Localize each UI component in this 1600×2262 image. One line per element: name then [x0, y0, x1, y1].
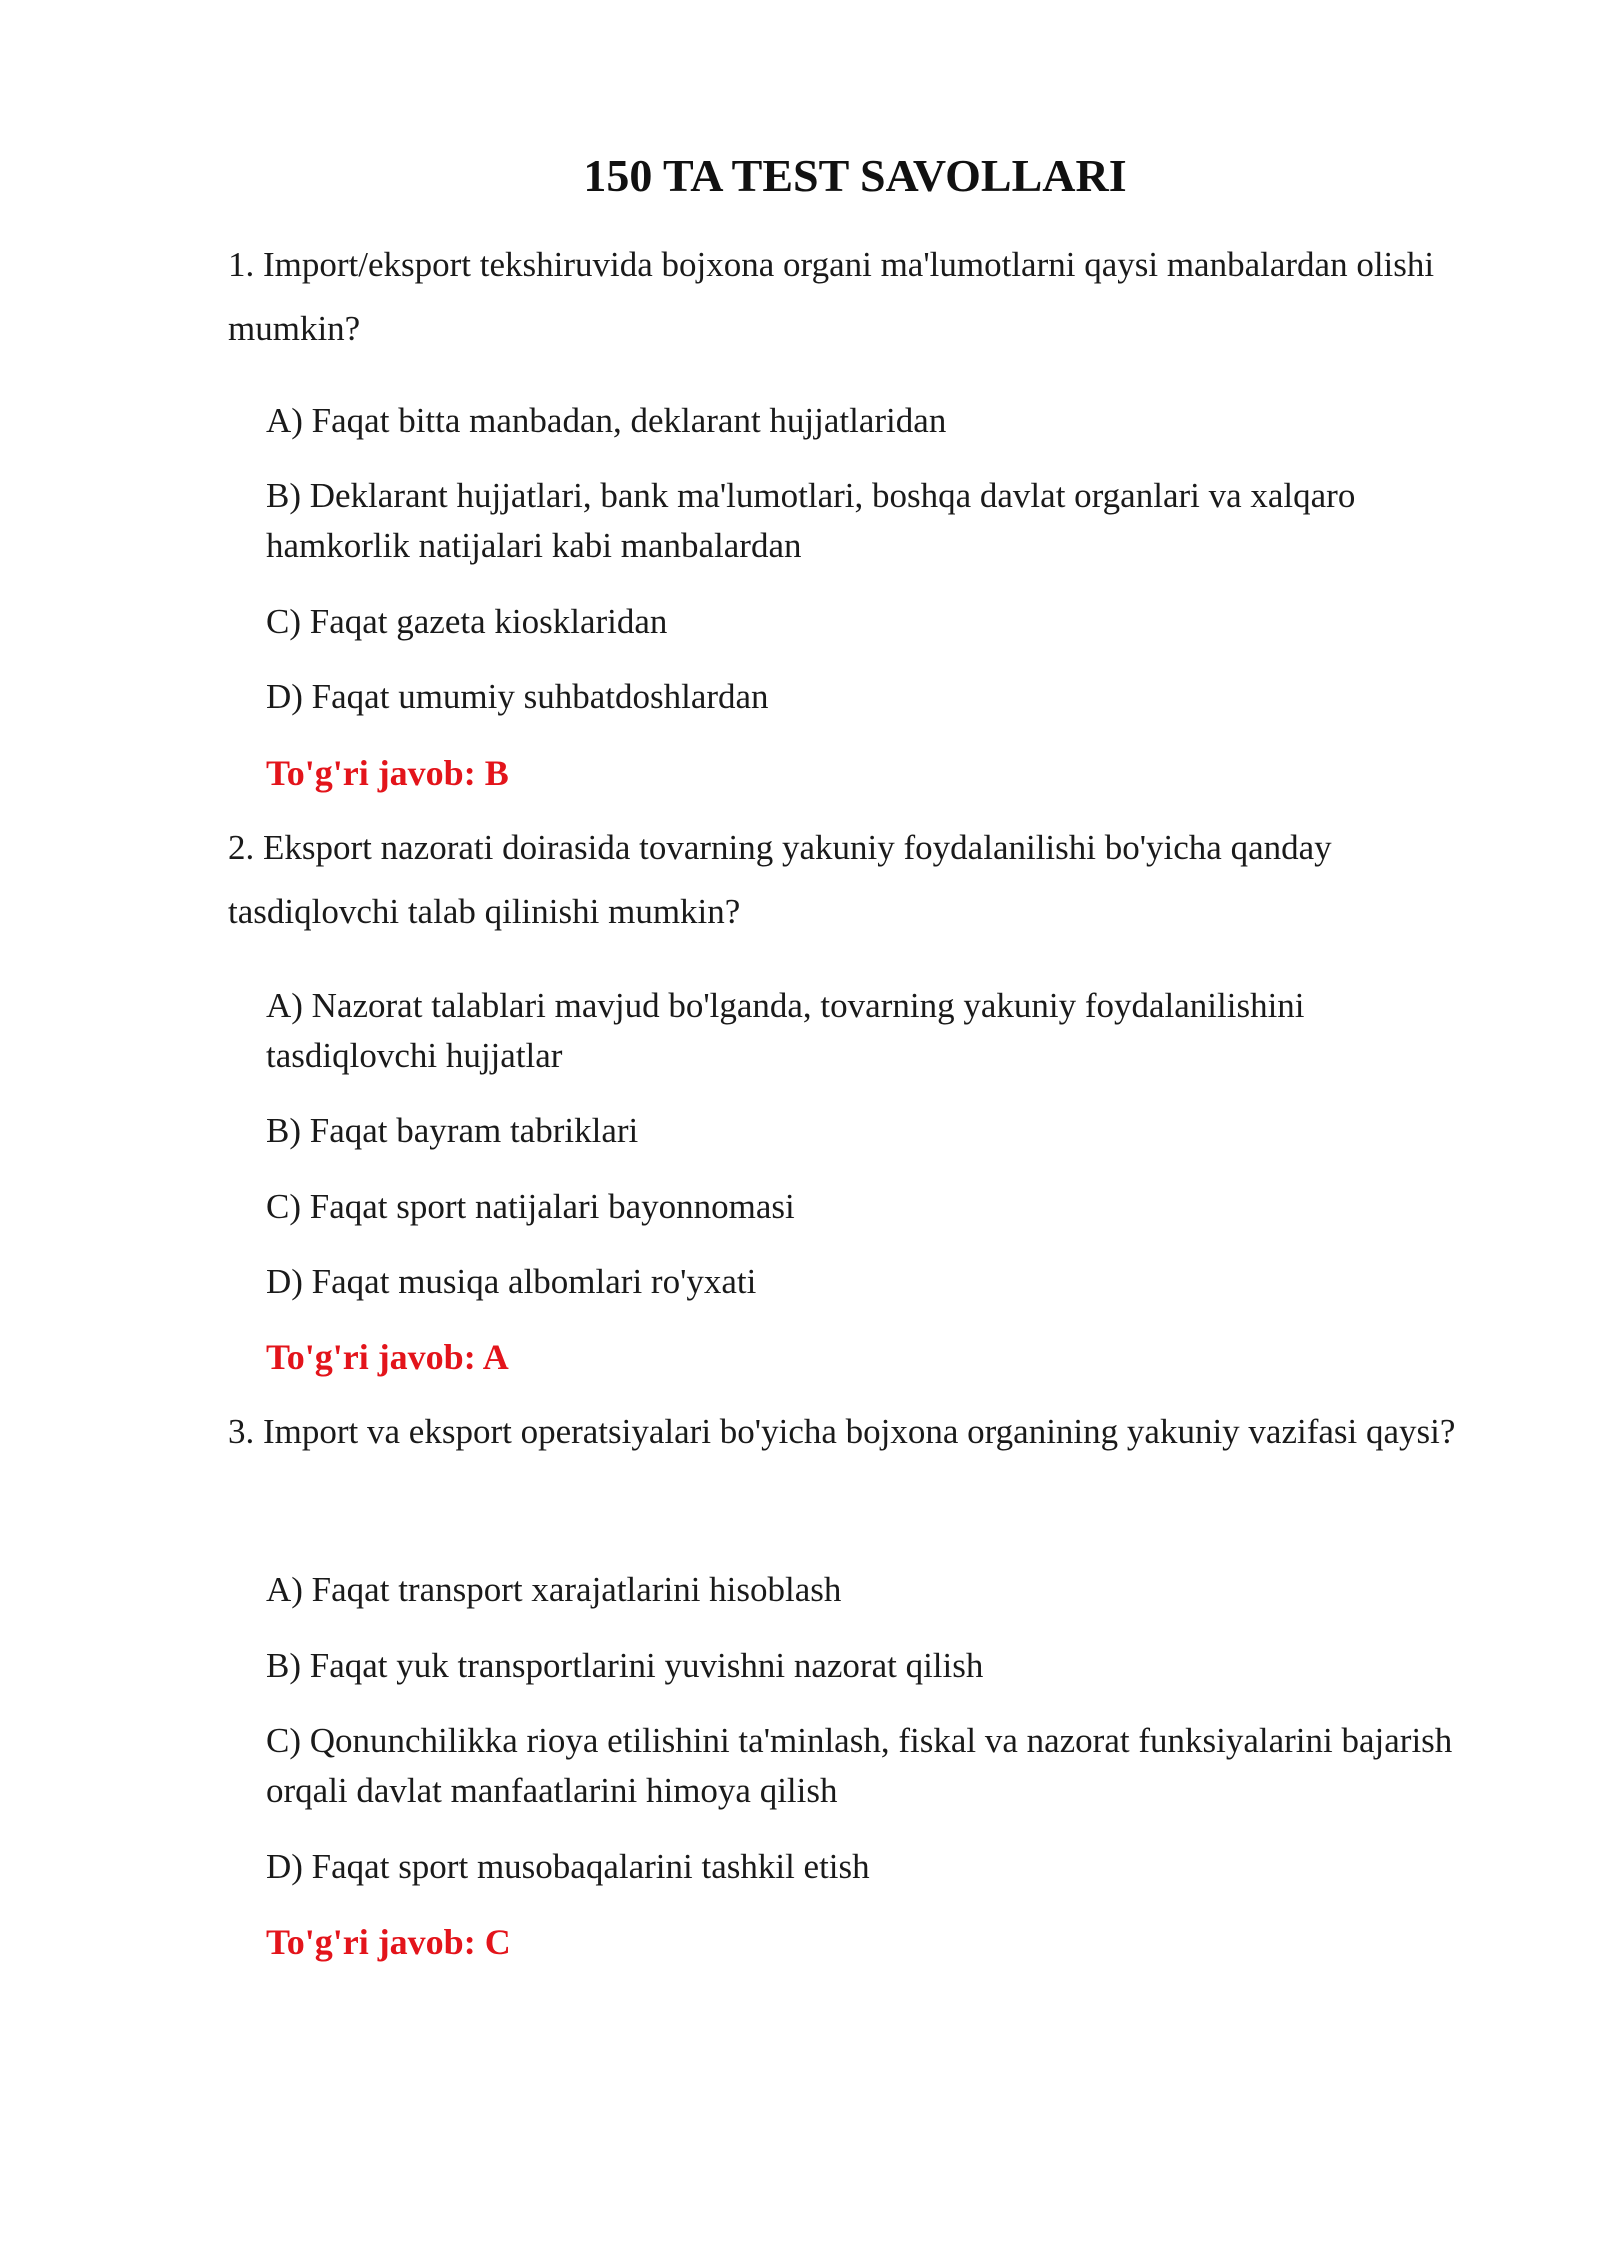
question-3-answer: To'g'ri javob: C [266, 1922, 511, 1962]
question-1-text: 1. Import/eksport tekshiruvida bojxona organi ma'lumotlarni qaysi manbalardan olishi mumkin? [228, 245, 1435, 348]
question-1-option-d: D) Faqat umumiy suhbatdoshlardan [266, 677, 769, 716]
question-2-option-a: A) Nazorat talablari mavjud bo'lganda, tovarning yakuniy foydalanilishini tasdiqlovchi hujjatlar [266, 986, 1305, 1075]
question-2-text: 2. Eksport nazorati doirasida tovarning yakuniy foydalanilishi bo'yicha qanday tasdiqlovchi talab qilinishi mumkin? [228, 828, 1332, 931]
question-2-option-b: B) Faqat bayram tabriklari [266, 1111, 639, 1150]
question-3-option-b: B) Faqat yuk transportlarini yuvishni nazorat qilish [266, 1646, 984, 1685]
question-3-option-c: C) Qonunchilikka rioya etilishini ta'minlash, fiskal va nazorat funksiyalarini bajarish orqali davlat manfaatlarini himoya qilish [266, 1721, 1453, 1810]
document-title: 150 TA TEST SAVOLLARI [583, 150, 1127, 201]
question-2-answer: To'g'ri javob: A [266, 1337, 509, 1377]
question-3-option-a: A) Faqat transport xarajatlarini hisoblash [266, 1570, 842, 1609]
question-1-answer: To'g'ri javob: B [266, 753, 509, 793]
question-3-text: 3. Import va eksport operatsiyalari bo'yicha bojxona organining yakuniy vazifasi qaysi? [228, 1412, 1456, 1451]
question-1-option-c: C) Faqat gazeta kiosklaridan [266, 602, 668, 641]
question-3-option-d: D) Faqat sport musobaqalarini tashkil etish [266, 1847, 870, 1886]
question-1-option-a: A) Faqat bitta manbadan, deklarant hujjatlaridan [266, 401, 947, 440]
question-2-option-d: D) Faqat musiqa albomlari ro'yxati [266, 1262, 757, 1301]
question-1-option-b: B) Deklarant hujjatlari, bank ma'lumotlari, boshqa davlat organlari va xalqaro hamkorlik natijalari kabi manbalardan [266, 476, 1356, 565]
question-2-option-c: C) Faqat sport natijalari bayonnomasi [266, 1187, 795, 1226]
